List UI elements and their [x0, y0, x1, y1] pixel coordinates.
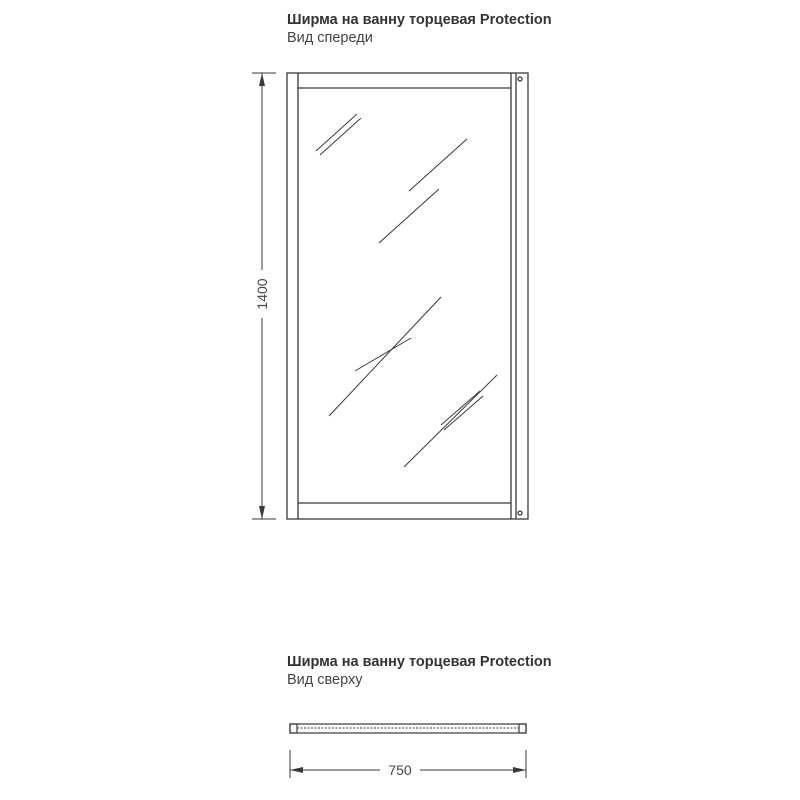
top-view-left-cap — [290, 724, 297, 733]
width-dimension-label: 750 — [388, 762, 412, 778]
top-view-title: Ширма на ванну торцевая Protection — [287, 654, 552, 670]
front-view-drawing — [287, 73, 528, 519]
front-view-subtitle: Вид спереди — [287, 30, 373, 46]
width-arrow-right — [513, 767, 526, 773]
width-arrow-left — [290, 767, 303, 773]
top-view-subtitle: Вид сверху — [287, 672, 363, 688]
top-hinge-hole — [518, 77, 522, 81]
height-arrow-top — [259, 73, 265, 86]
bottom-hinge-hole — [518, 511, 522, 515]
height-arrow-bottom — [259, 506, 265, 519]
front-view-title: Ширма на ванну торцевая Protection — [287, 12, 552, 28]
glass-reflection-lines — [316, 114, 497, 467]
top-view-right-cap — [519, 724, 526, 733]
top-view-drawing — [290, 724, 526, 733]
height-dimension-label: 1400 — [254, 278, 270, 310]
screen-outer-frame — [287, 73, 528, 519]
